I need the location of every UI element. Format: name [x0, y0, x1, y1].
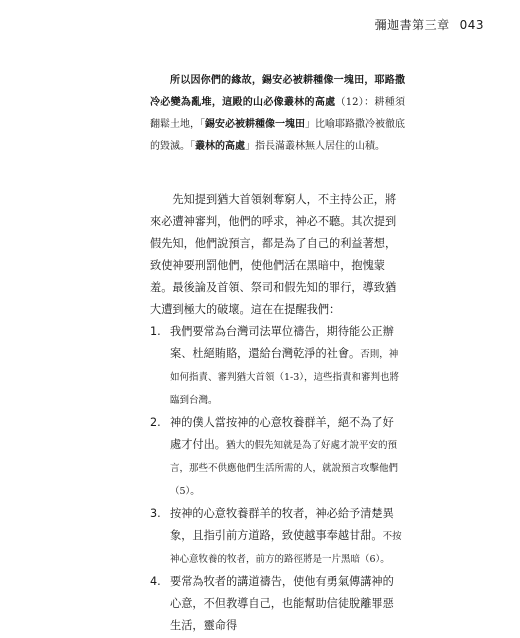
quote-line-4-emph: 叢林的高處 [195, 141, 245, 152]
list-number: 2. [150, 416, 161, 429]
quote-line-4a: 毀滅。「 [160, 141, 195, 152]
page-number: 043 [459, 18, 484, 32]
list-item [150, 503, 402, 571]
list-number: 1. [150, 325, 161, 338]
running-header [375, 16, 484, 33]
quote-line-2-verse: 冷必變為亂堆，這殿的山必像叢林的高處 [150, 97, 336, 108]
list-item-main: 要常為牧者的講道禱告，使他有勇氣傳講神的心意，不但教導自己，也能幫助信徒脫離罪惡生活，靈命得 [170, 575, 394, 632]
list-item [150, 412, 402, 503]
list-item-main: 按神的心意牧養群羊的牧者，神必給予清楚異象，且指引前方道路，致使越事奉越甘甜。 [170, 507, 394, 542]
list-item [150, 571, 402, 638]
list-item-note: 不按神心意牧養的牧者，前方的路徑將是一片黑暗（6）。 [170, 531, 402, 565]
list-item-main: 神的僕人當按神的心意牧養群羊，絕不為了好處才付出。 [170, 416, 394, 451]
list-item-note: 否則，神如何指責、審判猶大首領（1-3），這些指責和審判也將臨到台灣。 [170, 349, 400, 406]
list-item-note: 猶大的假先知就是為了好處才說平安的預言，那些不供應他們生活所需的人，就說預言攻擊他們（5）。 [170, 440, 399, 497]
list-item [150, 321, 402, 412]
quote-line-2-ref: （12）：耕種須翻 [150, 97, 405, 130]
list-item-main: 我們要常為台灣司法單位禱告，期待能公正辦案、杜絕賄賂，還給台灣乾淨的社會。 [170, 325, 394, 360]
quote-line-3-emph: 錫安必被耕種像一塊田 [205, 119, 305, 130]
quote-paragraph [150, 70, 405, 158]
quote-line-3c: 」比喻耶路撒冷被徹底的 [150, 119, 405, 152]
chapter-title: 彌迦書第三章 [374, 18, 450, 32]
quote-line-1: 所以因你們的緣故，錫安必被耕種像一塊田，耶路撒 [170, 75, 405, 86]
intro-paragraph: 先知提到猶大首領剝奪窮人，不主持公正，將來必遭神審判，他們的呼求，神必不聽。其次提到假先知，他們說預言，都是為了自己的利益著想，致使神要刑罰他們，使他們活在黑暗中，抱愧蒙羞。最後論及首領、祭司和假先知的罪行，導致猶大遭到極大的破壞。這在在提醒我們： [150, 193, 397, 316]
list-number: 3. [150, 507, 161, 520]
application-list [150, 321, 402, 638]
quote-line-3a: 鬆土地，「 [160, 119, 205, 130]
list-number: 4. [150, 575, 161, 588]
quote-line-4c: 」指長滿叢林無人居住的山積。 [245, 141, 385, 152]
scripture-quote [150, 70, 405, 158]
commentary-body [150, 189, 402, 638]
